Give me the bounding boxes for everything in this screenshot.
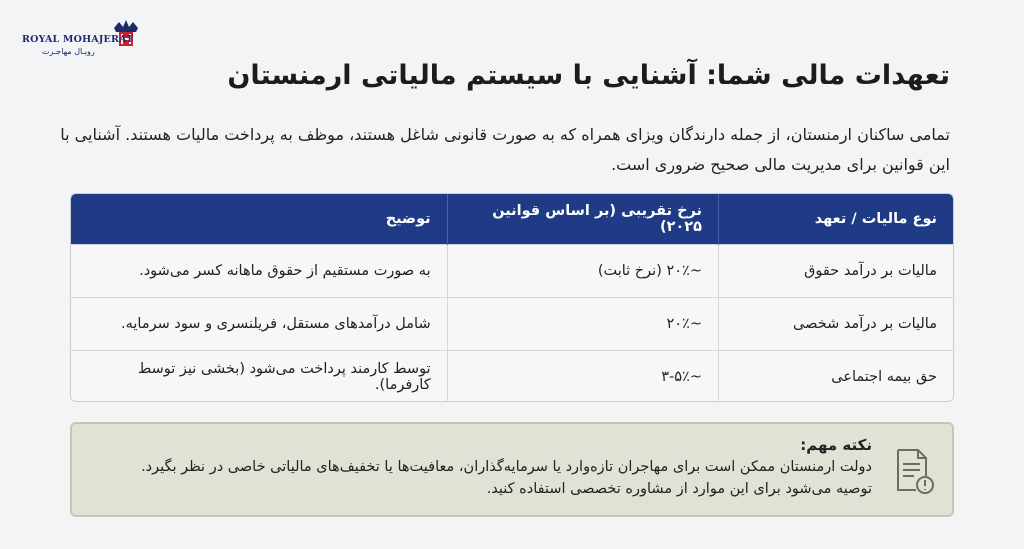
tax-table <box>70 193 954 402</box>
note-heading: نکته مهم: <box>800 436 872 454</box>
cell-description: شامل درآمدهای مستقل، فریلنسری و سود سرمایه. <box>71 297 447 350</box>
cell-description: توسط کارمند پرداخت می‌شود (بخشی نیز توسط کارفرما). <box>71 350 447 402</box>
logo-name-en: ROYAL MOHAJERAT <box>22 34 134 45</box>
cell-tax-type: مالیات بر درآمد شخصی <box>719 297 954 350</box>
brand-logo <box>22 14 152 58</box>
intro-paragraph: تمامی ساکنان ارمنستان، از جمله دارندگان ویزای همراه که به صورت قانونی شاغل هستند، موظف به پرداخت مالیات هستند. آشنایی با این قوانین برای مدیریت مالی صحیح ضروری است. <box>60 125 950 174</box>
document-warning-icon <box>892 446 936 496</box>
note-line: دولت ارمنستان ممکن است برای مهاجران تازه‌وارد یا سرمایه‌گذاران، معافیت‌ها یا تخفیف‌های مالیاتی خاصی در نظر بگیرد. <box>141 459 872 475</box>
cell-description: به صورت مستقیم از حقوق ماهانه کسر می‌شود. <box>71 244 447 297</box>
cell-rate: ~۲۰٪ <box>447 297 718 350</box>
important-note-box <box>70 422 954 517</box>
page-title: تعهدات مالی شما: آشنایی با سیستم مالیاتی ارمنستان <box>227 60 950 91</box>
table-row <box>71 350 953 402</box>
header-description: توضیح <box>71 194 447 244</box>
table-header-row <box>71 194 953 244</box>
table-row <box>71 244 953 297</box>
cell-tax-type: مالیات بر درآمد حقوق <box>719 244 954 297</box>
cell-rate: ~۳-۵٪ <box>447 350 718 402</box>
header-tax-type: نوع مالیات / تعهد <box>719 194 954 244</box>
note-text <box>82 434 872 500</box>
cell-rate: ~۲۰٪ (نرخ ثابت) <box>447 244 718 297</box>
logo-name-fa: رویـال مهاجـرت <box>42 47 95 56</box>
header-rate: نرخ تقریبی (بر اساس قوانین ۲۰۲۵) <box>447 194 718 244</box>
cell-tax-type: حق بیمه اجتماعی <box>719 350 954 402</box>
table-row <box>71 297 953 350</box>
note-line: توصیه می‌شود برای این موارد از مشاوره تخصصی استفاده کنید. <box>486 481 872 497</box>
